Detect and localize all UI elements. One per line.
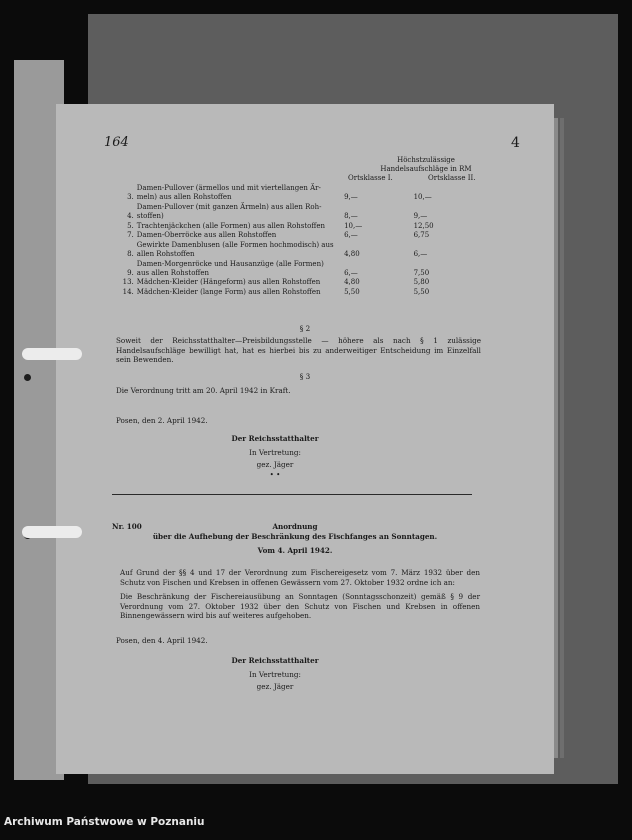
item-description bbox=[137, 288, 338, 297]
signature-name: gez. Jäger bbox=[256, 460, 294, 469]
value-ortsklasse-1: 10,— bbox=[344, 221, 363, 230]
item-description bbox=[137, 241, 338, 260]
archive-footer: Archiwum Państwowe w Poznaniu bbox=[4, 816, 205, 828]
item-description-line: Damen-Pullover (mit ganzen Ärmeln) aus allen Roh- bbox=[136, 202, 322, 211]
order-paragraph-1: Auf Grund der §§ 4 und 17 der Verordnung zum Fischereigesetz vom 7. März 1932 über den Schutz von Fischen und Krebsen in offenen Gewässern vom 27. Oktober 1932 ordne ich an: bbox=[120, 568, 480, 587]
item-number: 8. bbox=[127, 250, 134, 259]
item-description-line: allen Rohstoffen bbox=[136, 250, 195, 259]
value-ortsklasse-2: 5,50 bbox=[413, 287, 430, 296]
section-2-heading: § 2 bbox=[299, 324, 311, 333]
value-ortsklasse-1: 4,80 bbox=[344, 250, 360, 259]
item-description-line: Damen-Oberröcke aus allen Rohstoffen bbox=[136, 231, 277, 240]
table-row bbox=[120, 231, 480, 240]
binder-clip bbox=[22, 526, 82, 538]
order-number: Nr. 100 bbox=[112, 522, 142, 531]
item-description bbox=[137, 203, 338, 222]
page-number: 164 bbox=[104, 135, 129, 150]
table-row bbox=[120, 288, 480, 297]
surcharge-table bbox=[120, 184, 480, 297]
column-header-title: Höchstzulässige bbox=[397, 156, 455, 164]
item-description bbox=[137, 222, 338, 231]
page-stack-edge bbox=[560, 118, 564, 758]
order-date: Vom 4. April 1942. bbox=[257, 546, 333, 555]
column-label-1: Ortsklasse I. bbox=[348, 174, 393, 182]
signature-office: Der Reichsstatthalter bbox=[231, 434, 319, 443]
value-ortsklasse-2: 7,50 bbox=[413, 268, 430, 277]
item-description-line: Damen-Morgenröcke und Hausanzüge (alle Formen) bbox=[136, 259, 324, 268]
item-description-line: Trachtenjäckchen (alle Formen) aus allen Rohstoffen bbox=[136, 221, 325, 230]
place-date: Posen, den 2. April 1942. bbox=[116, 416, 208, 425]
corner-mark: 4 bbox=[511, 135, 520, 151]
order-title: Anordnung bbox=[272, 522, 318, 531]
signature-deputy: In Vertretung: bbox=[249, 670, 301, 679]
value-ortsklasse-2: 5,80 bbox=[413, 278, 430, 287]
value-ortsklasse-2: 12,50 bbox=[413, 221, 434, 230]
item-description-line: Damen-Pullover (ärmellos und mit viertellangen Är- bbox=[136, 184, 321, 192]
column-label-2: Ortsklasse II. bbox=[428, 174, 476, 182]
table-row bbox=[120, 203, 480, 222]
value-ortsklasse-1: 9,— bbox=[344, 193, 358, 202]
value-ortsklasse-2: 6,— bbox=[413, 250, 428, 259]
table-row bbox=[120, 241, 480, 260]
item-number: 9. bbox=[127, 268, 134, 277]
section-3-text: Die Verordnung tritt am 20. April 1942 in Kraft. bbox=[116, 386, 291, 395]
item-description-line: aus allen Rohstoffen bbox=[136, 268, 210, 277]
item-description-line: stoffen) bbox=[136, 212, 164, 221]
item-description-line: Mädchen-Kleider (lange Form) aus allen Rohstoffen bbox=[136, 287, 321, 296]
value-ortsklasse-2: 9,— bbox=[413, 212, 428, 221]
table-row bbox=[120, 222, 480, 231]
item-description-line: Gewirkte Damenblusen (alle Formen hochmodisch) aus bbox=[136, 240, 334, 249]
item-number: 7. bbox=[127, 231, 134, 240]
value-ortsklasse-2: 6,75 bbox=[413, 231, 430, 240]
item-number: 13. bbox=[122, 278, 134, 287]
page-stack-edge bbox=[554, 118, 558, 758]
value-ortsklasse-1: 6,— bbox=[344, 268, 358, 277]
item-description bbox=[137, 231, 338, 240]
signature-office: Der Reichsstatthalter bbox=[231, 656, 319, 665]
value-ortsklasse-1: 5,50 bbox=[344, 287, 360, 296]
table-row bbox=[120, 278, 480, 287]
item-number: 5. bbox=[127, 221, 134, 230]
punch-hole bbox=[24, 374, 31, 381]
section-3-heading: § 3 bbox=[299, 372, 311, 381]
value-ortsklasse-1: 4,80 bbox=[344, 278, 360, 287]
column-header bbox=[346, 156, 506, 175]
item-description-line: meln) aus allen Rohstoffen bbox=[136, 193, 232, 202]
table-row bbox=[120, 260, 480, 279]
document-page bbox=[56, 104, 554, 774]
item-number: 3. bbox=[127, 193, 134, 202]
signature-deputy: In Vertretung: bbox=[249, 448, 301, 457]
place-date: Posen, den 4. April 1942. bbox=[116, 636, 208, 645]
table-row bbox=[120, 184, 480, 203]
section-2-text: Soweit der Reichsstatthalter—Preisbildungsstelle — höhere als nach § 1 zulässige Handelsaufschläge bewilligt hat, hat es hierbei bis zu anderweitiger Entscheidung im Einzelfall sein Bewenden. bbox=[116, 336, 481, 365]
item-description bbox=[137, 260, 338, 279]
column-header-subtitle: Handelsaufschläge in RM bbox=[380, 165, 472, 174]
item-description bbox=[137, 184, 338, 203]
divider bbox=[112, 494, 472, 495]
signature-dots: • • bbox=[269, 470, 281, 479]
item-description bbox=[137, 278, 338, 287]
item-description-line: Mädchen-Kleider (Hängeform) aus allen Rohstoffen bbox=[136, 278, 321, 287]
order-paragraph-2: Die Beschränkung der Fischereiausübung an Sonntagen (Sonntagsschonzeit) gemäß § 9 der Verordnung vom 27. Oktober 1932 über den Schutz von Fischen und Krebsen in offenen Binnengewässern wird bis auf weiteres aufgehoben. bbox=[120, 592, 480, 621]
binder-clip bbox=[22, 348, 82, 360]
value-ortsklasse-1: 8,— bbox=[344, 212, 358, 221]
item-number: 14. bbox=[122, 287, 134, 296]
item-number: 4. bbox=[127, 212, 134, 221]
value-ortsklasse-1: 6,— bbox=[344, 231, 358, 240]
order-subject: über die Aufhebung der Beschränkung des Fischfanges an Sonntagen. bbox=[152, 532, 438, 541]
value-ortsklasse-2: 10,— bbox=[413, 193, 432, 202]
signature-name: gez. Jäger bbox=[256, 682, 294, 691]
